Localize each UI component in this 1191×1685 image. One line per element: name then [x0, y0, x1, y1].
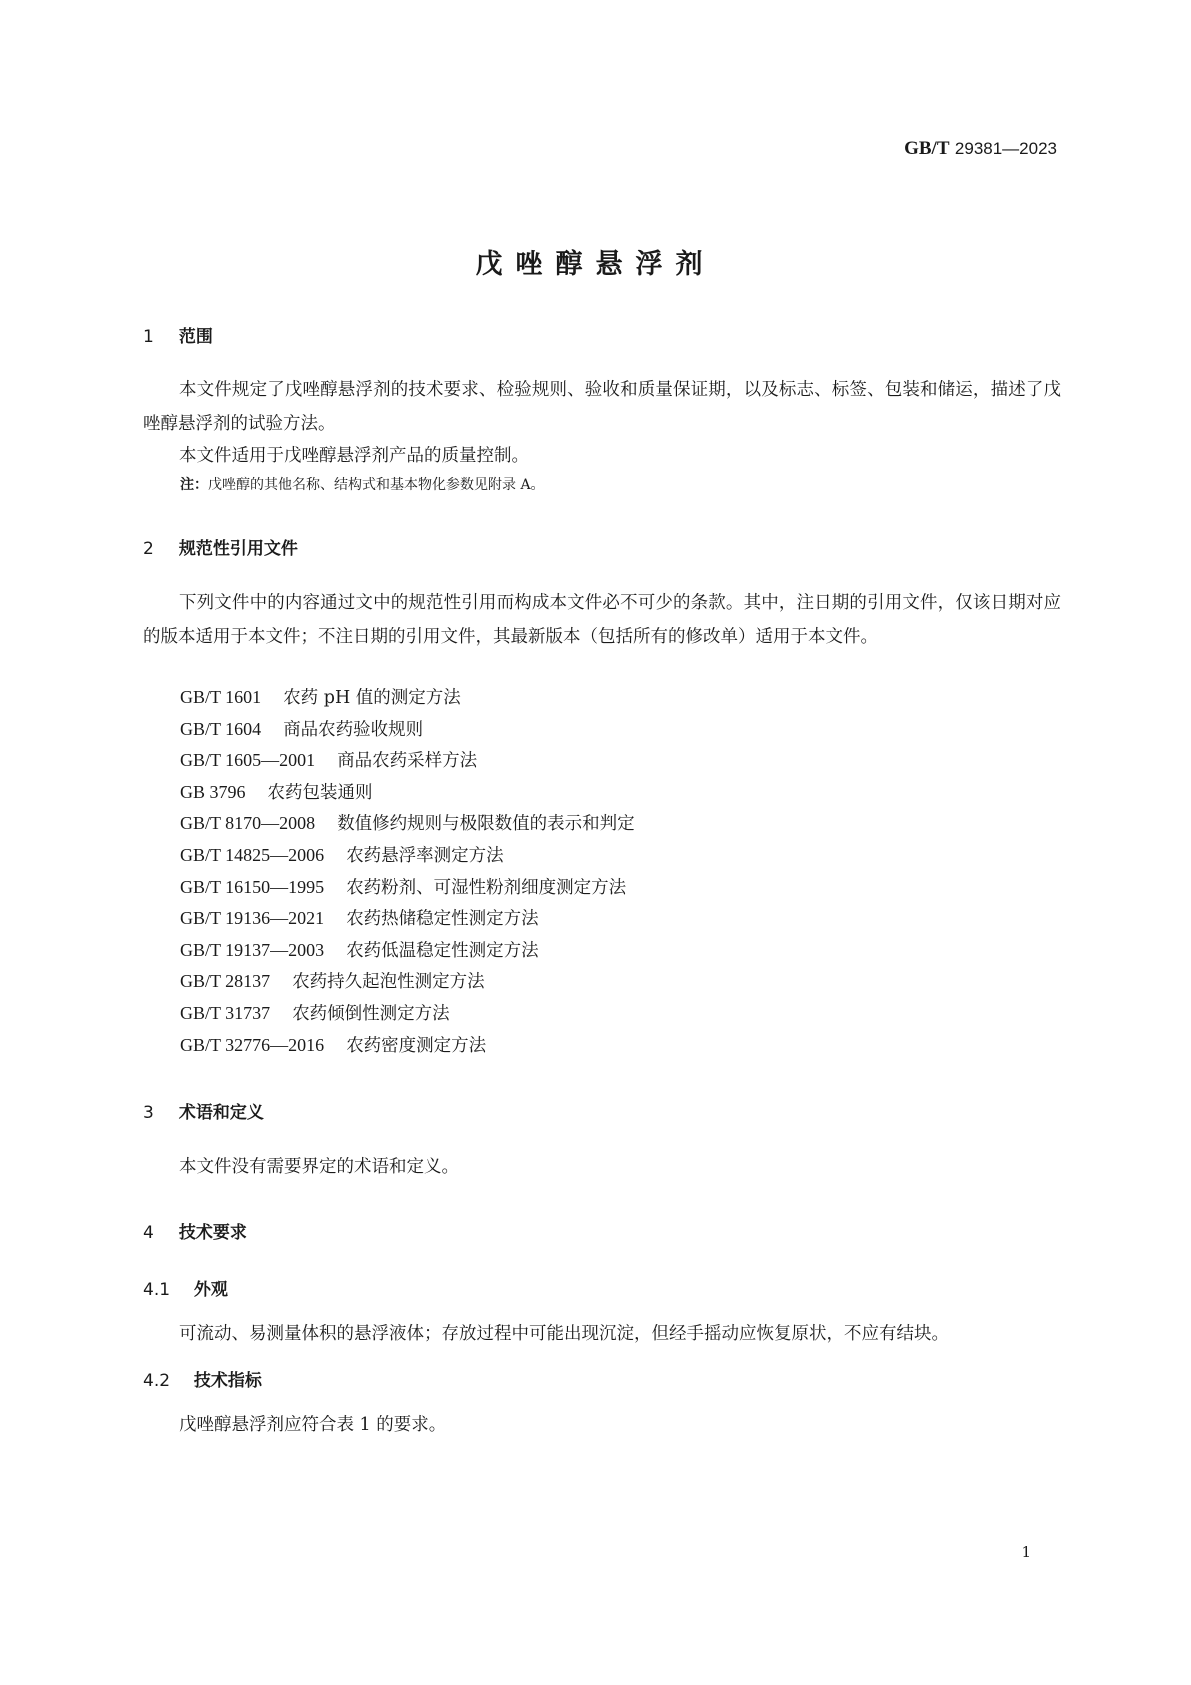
- reference-item: [180, 1032, 486, 1057]
- section-title: 外观: [193, 1280, 228, 1300]
- section-number: 4.2: [143, 1371, 171, 1391]
- reference-item: [180, 874, 626, 899]
- reference-item: [180, 905, 539, 930]
- reference-code: GB/T 1605—2001: [180, 750, 316, 771]
- section-2-heading: [143, 534, 298, 559]
- reference-code: GB 3796: [180, 781, 246, 802]
- section-4-heading: [143, 1218, 247, 1243]
- reference-title: 商品农药采样方法: [337, 751, 478, 772]
- reference-item: [180, 1000, 450, 1025]
- section-title: 技术指标: [193, 1371, 262, 1391]
- reference-title: 商品农药验收规则: [283, 719, 424, 740]
- note-label: 注：: [180, 477, 208, 493]
- section-1-note: [180, 474, 545, 494]
- standard-number: 29381—2023: [954, 139, 1057, 158]
- section-2-paragraph-1: 下列文件中的内容通过文中的规范性引用而构成本文件必不可少的条款。其中，注日期的引用文件，仅该日期对应的版本适用于本文件；不注日期的引用文件，其最新版本（包括所有的修改单）适用于本文件。: [143, 593, 1061, 647]
- reference-item: [180, 747, 477, 772]
- reference-code: GB/T 1601: [180, 687, 262, 707]
- reference-item: [180, 779, 373, 804]
- section-number: 4.1: [143, 1280, 171, 1300]
- section-4-1-paragraph: 可流动、易测量体积的悬浮液体；存放过程中可能出现沉淀，但经手摇动应恢复原状，不应有结块。: [179, 1324, 949, 1344]
- page-number: 1: [1021, 1543, 1031, 1561]
- reference-title: 农药粉剂、可湿性粉剂细度测定方法: [346, 877, 627, 898]
- section-3-paragraph-1: 本文件没有需要界定的术语和定义。: [179, 1157, 459, 1177]
- reference-item: [180, 810, 635, 835]
- note-text: 戊唑醇的其他名称、结构式和基本物化参数见附录 A。: [208, 477, 545, 493]
- reference-code: GB/T 8170—2008: [180, 813, 316, 834]
- section-3-heading: [143, 1098, 264, 1123]
- section-1-paragraph-1: 本文件规定了戊唑醇悬浮剂的技术要求、检验规则、验收和质量保证期，以及标志、标签、包装和储运，描述了戊唑醇悬浮剂的试验方法。: [143, 380, 1061, 434]
- standard-prefix: GB/T: [904, 138, 950, 159]
- reference-code: GB/T 31737: [180, 1003, 271, 1023]
- document-title: 戊唑醇悬浮剂: [475, 249, 716, 280]
- section-1-paragraph-2: 本文件适用于戊唑醇悬浮剂产品的质量控制。: [179, 446, 529, 466]
- section-4-2-heading: [143, 1366, 262, 1391]
- section-title: 技术要求: [178, 1223, 247, 1243]
- section-4-1-heading: [143, 1275, 228, 1300]
- reference-title: 农药 pH 值的测定方法: [283, 688, 461, 708]
- section-number: 2: [143, 539, 154, 559]
- section-title: 规范性引用文件: [178, 539, 298, 559]
- reference-item: [180, 684, 461, 709]
- reference-title: 农药悬浮率测定方法: [346, 846, 504, 866]
- reference-code: GB/T 19137—2003: [180, 939, 325, 960]
- reference-code: GB/T 32776—2016: [180, 1034, 325, 1055]
- reference-code: GB/T 1604: [180, 718, 262, 739]
- reference-code: GB/T 19136—2021: [180, 908, 325, 929]
- reference-item: [180, 968, 485, 993]
- section-number: 3: [143, 1103, 154, 1123]
- standard-code: [904, 138, 1057, 160]
- reference-title: 数值修约规则与极限数值的表示和判定: [337, 814, 635, 835]
- reference-title: 农药密度测定方法: [346, 1035, 487, 1056]
- reference-item: [180, 842, 504, 867]
- section-number: 4: [143, 1223, 154, 1243]
- reference-code: GB/T 28137: [180, 971, 271, 992]
- section-number: 1: [143, 327, 154, 347]
- reference-item: [180, 716, 423, 741]
- section-1-heading: [143, 322, 213, 347]
- section-4-2-paragraph: 戊唑醇悬浮剂应符合表 1 的要求。: [179, 1415, 447, 1435]
- section-title: 范围: [178, 327, 213, 347]
- reference-code: GB/T 16150—1995: [180, 876, 325, 897]
- reference-title: 农药倾倒性测定方法: [292, 1004, 450, 1024]
- reference-title: 农药热储稳定性测定方法: [346, 909, 539, 930]
- reference-title: 农药持久起泡性测定方法: [292, 972, 485, 993]
- section-title: 术语和定义: [178, 1103, 264, 1123]
- reference-title: 农药包装通则: [267, 782, 373, 803]
- reference-code: GB/T 14825—2006: [180, 845, 325, 865]
- reference-title: 农药低温稳定性测定方法: [346, 940, 539, 961]
- reference-item: [180, 937, 539, 962]
